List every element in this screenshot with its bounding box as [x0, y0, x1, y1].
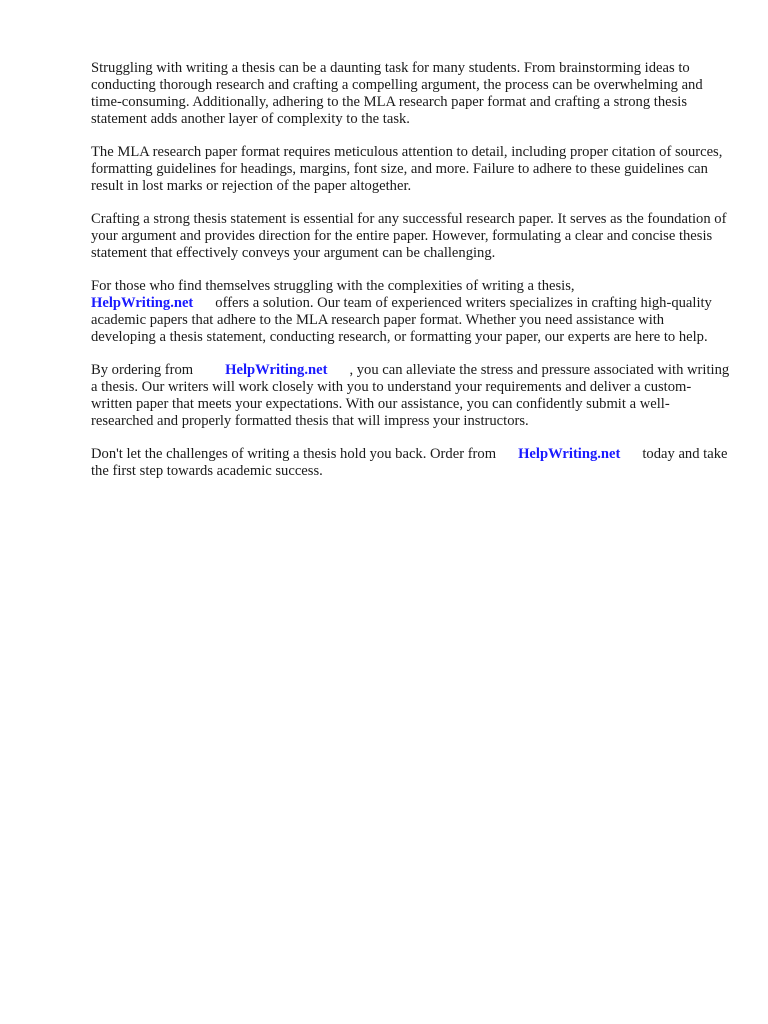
paragraph-solution-text-after: offers a solution. Our team of experienced writers specializes in crafting high-quality academic papers that adhere to the MLA research paper format. Whether you need assistance with developing a thesis statement, conducting research, or formatting your paper, our experts are here to help. [91, 295, 712, 345]
paragraph-mla-format: The MLA research paper format requires meticulous attention to detail, including proper citation of sources, formatting guidelines for headings, margins, font size, and more. Failure to adhere to these guidelines can result in lost marks or rejection of the paper altogether. [91, 144, 723, 194]
paragraph-cta-text-before: Don't let the challenges of writing a thesis hold you back. Order from [91, 446, 497, 462]
paragraph-call-to-action [91, 446, 731, 480]
paragraph-ordering [91, 362, 731, 430]
document-body [91, 60, 731, 496]
paragraph-thesis-statement: Crafting a strong thesis statement is essential for any successful research paper. It serves as the foundation of your argument and provides direction for the entire paper. However, formulating a clear and concise thesis statement that effectively conveys your argument can be challenging. [91, 211, 727, 261]
helpwriting-link-1[interactable]: HelpWriting.net [91, 295, 194, 311]
paragraph-ordering-text-before: By ordering from [91, 362, 194, 378]
paragraph-cta-text-after: today and take the first step towards academic success. [91, 446, 728, 479]
helpwriting-link-3[interactable]: HelpWriting.net [518, 446, 621, 462]
helpwriting-link-2[interactable]: HelpWriting.net [225, 362, 328, 378]
paragraph-intro: Struggling with writing a thesis can be a daunting task for many students. From brainstorming ideas to conducting thorough research and crafting a compelling argument, the process can be overwhelming and time-consuming. Additionally, adhering to the MLA research paper format and crafting a strong thesis statement adds another layer of complexity to the task. [91, 60, 703, 127]
paragraph-solution [91, 278, 731, 346]
paragraph-ordering-text-after: , you can alleviate the stress and pressure associated with writing a thesis. Our writers will work closely with you to understand your requirements and deliver a custom-written paper that meets your expectations. With our assistance, you can confidently submit a well-researched and properly formatted thesis that will impress your instructors. [91, 362, 730, 429]
paragraph-solution-text-before: For those who find themselves struggling with the complexities of writing a thesis, [91, 278, 575, 294]
